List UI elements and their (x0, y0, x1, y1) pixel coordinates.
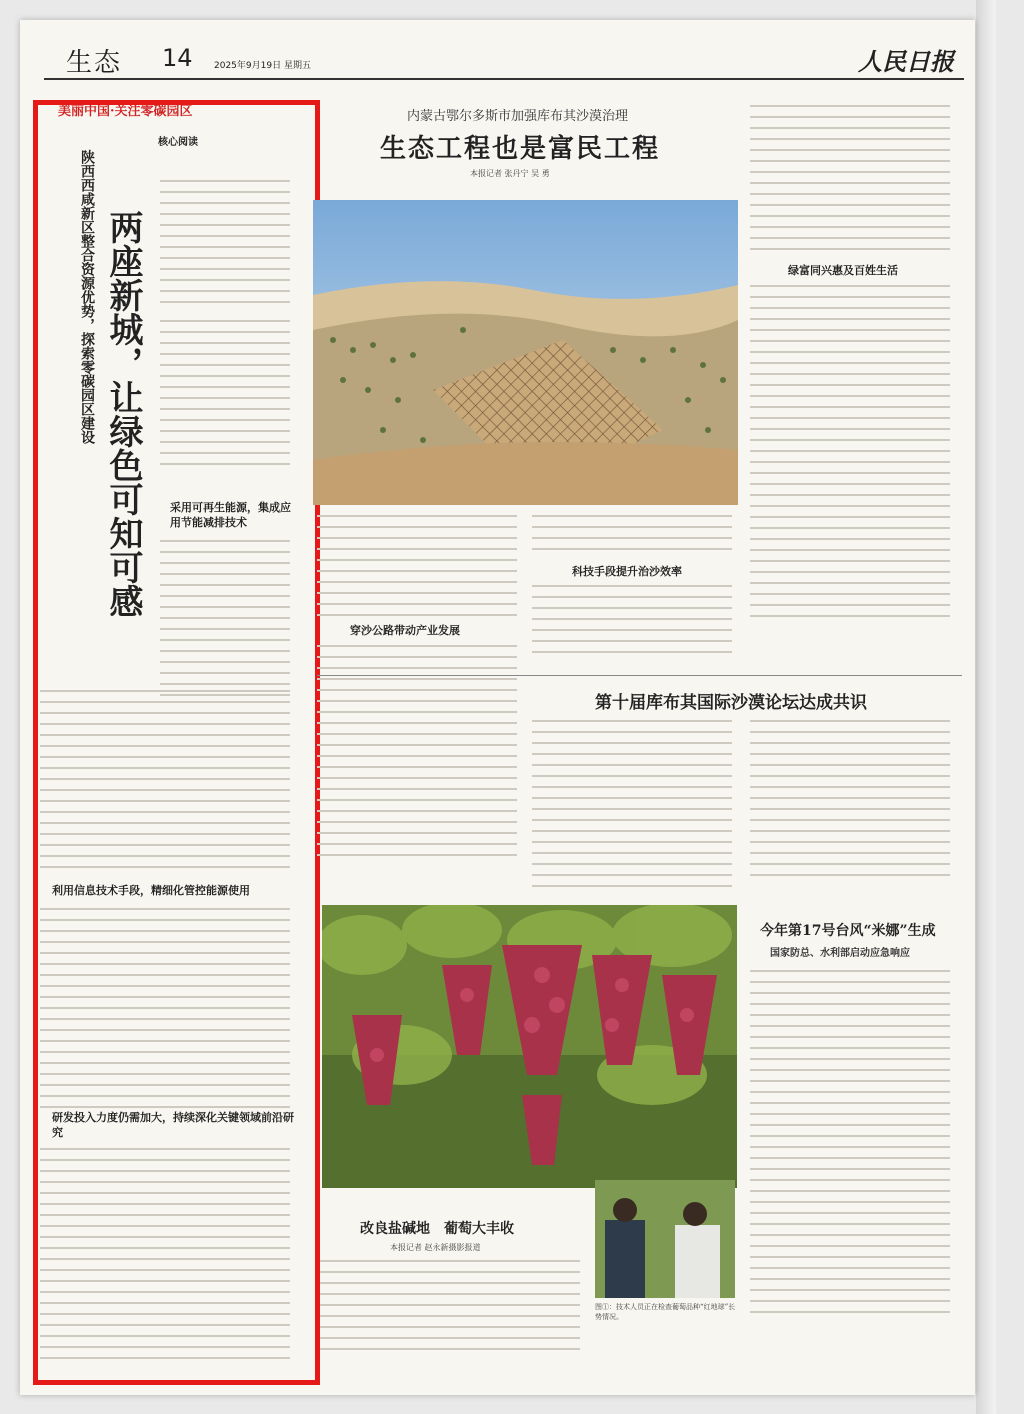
main-text-block-1 (317, 515, 517, 625)
column-label: 美丽中国·关注零碳园区 (58, 104, 193, 119)
lead-subtitle: 陕西西咸新区整合资源优势，探索零碳园区建设 (79, 150, 95, 444)
main-section-head-1: 穿沙公路带动产业发展 (350, 624, 460, 637)
grape-byline: 本报记者 赵永新摄影报道 (390, 1243, 481, 1252)
main-text-block-2 (317, 645, 517, 865)
highlight-box (33, 100, 320, 1385)
lead-section-head-3: 研发投入力度仍需加大，持续深化关键领域前沿研究 (52, 1111, 294, 1139)
typhoon-text-block (750, 970, 950, 1322)
forum-title: 第十届库布其国际沙漠论坛达成共识 (595, 693, 867, 713)
grape-title: 改良盐碱地 葡萄大丰收 (360, 1221, 514, 1237)
section-divider (317, 675, 962, 676)
lead-section-head-2: 利用信息技术手段，精细化管控能源使用 (52, 884, 250, 897)
main-byline: 本报记者 张丹宁 吴 勇 (470, 169, 550, 178)
inset-caption: 图①：技术人员正在检查葡萄品种“红地球”长势情况。 (595, 1303, 736, 1321)
main-section-head-2: 科技手段提升治沙效率 (572, 565, 682, 578)
grape-illustration (322, 905, 737, 1188)
main-text-block-3 (532, 515, 732, 559)
main-title: 生态工程也是富民工程 (380, 134, 661, 164)
lead-section-head-1: 采用可再生能源，集成应用节能减排技术 (170, 501, 291, 529)
inset-illustration (595, 1180, 735, 1298)
issue-date: 2025年9月19日 星期五 (214, 61, 311, 71)
lead-title: 两座新城，让绿色可知可感 (103, 210, 143, 618)
main-section-head-3: 绿富同兴惠及百姓生活 (788, 264, 898, 277)
main-text-block-5 (750, 105, 950, 259)
page-edge-shadow (976, 0, 996, 1414)
main-text-block-4 (532, 585, 732, 662)
grape-text-block (320, 1260, 580, 1359)
page-number: 14 (162, 44, 193, 72)
core-reading-label: 核心阅读 (158, 137, 198, 148)
desert-illustration (313, 200, 738, 505)
main-text-block-6 (750, 285, 950, 626)
desert-photo (313, 200, 738, 505)
section-name: 生态 (66, 48, 123, 78)
inset-photo (595, 1180, 735, 1298)
forum-text-block-2 (750, 720, 950, 885)
newspaper-logo: 人民日报 (858, 47, 954, 76)
grape-photo (322, 905, 737, 1188)
forum-text-block-1 (532, 720, 732, 896)
masthead (44, 40, 964, 80)
typhoon-subtitle: 国家防总、水利部启动应急响应 (770, 948, 910, 959)
newspaper-page (20, 20, 975, 1395)
main-kicker: 内蒙古鄂尔多斯市加强库布其沙漠治理 (407, 109, 629, 124)
typhoon-title: 今年第17号台风“米娜”生成 (760, 923, 936, 939)
